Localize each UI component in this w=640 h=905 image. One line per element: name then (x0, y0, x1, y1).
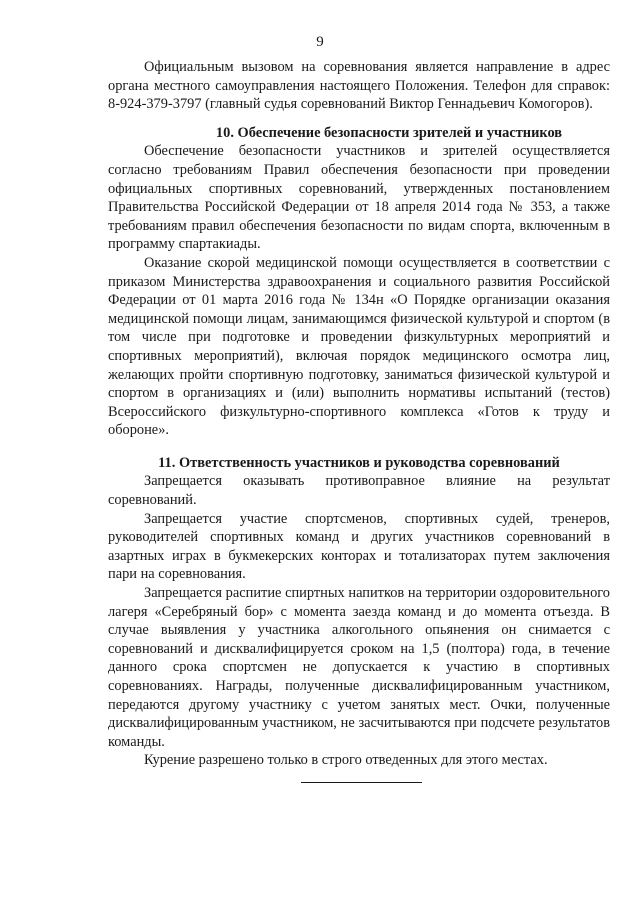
section-11-paragraph: Запрещается участие спортсменов, спортивных судей, тренеров, руководителей спортивных команд и других участников соревнований в азартных играх в букмекерских конторах и тотализаторах путем заключения пари на соревнования. (108, 510, 610, 583)
section-10-paragraph: Оказание скорой медицинской помощи осуществляется в соответствии с приказом Министерства здравоохранения и социального развития Российской Федерации от 01 марта 2016 года № 134н «О Порядке организации оказания медицинской помощи лицам, занимающимся физической культурой и спортом (в том числе при подготовке и проведении физкультурных мероприятий и спортивных мероприятий), включая порядок медицинского осмотра лиц, желающих пройти спортивную подготовку, заниматься физической культурой и спортом в организациях и (или) выполнить нормативы испытаний (тестов) Всероссийского физкультурно-спортивного комплекса «Готов к труду и обороне». (108, 254, 610, 439)
section-11-paragraph: Запрещается распитие спиртных напитков на территории оздоровительного лагеря «Серебряный бор» с момента заезда команд и до момента отъезда. В случае выявления у участника алкогольного опьянения он снимается с соревнований и дисквалифицируется сроком на 1,5 (полтора) года, в течение данного срока спортсмен не допускается к участию в спортивных соревнованиях. Награды, полученные дисквалифицированным участником, передаются другому участнику с учетом занятых мест. Очки, полученные дисквалифицированным участником, не засчитываются при подсчете результатов команды. (108, 585, 610, 750)
closing-rule (301, 782, 422, 783)
section-10-paragraph: Обеспечение безопасности участников и зрителей осуществляется согласно требованиям Правил обеспечения безопасности при проведении официальных спортивных соревнований, утвержденных постановлением Правительства Российской Федерации от 18 апреля 2014 года № 353, а также требованиям правил обеспечения безопасности по видам спорта, включенным в программу спартакиады. (108, 143, 610, 253)
section-11-paragraph: Курение разрешено только в строго отведенных для этого местах. (144, 752, 548, 769)
document-body (108, 58, 610, 770)
section-10-heading: 10. Обеспечение безопасности зрителей и участников (215, 124, 563, 141)
intro-paragraph: Официальным вызовом на соревнования является направление в адрес органа местного самоуправления настоящего Положения. Телефон для справок: 8-924-379-3797 (главный судья соревнований Виктор Геннадьевич Комогоров). (108, 59, 610, 113)
section-11-paragraph: Запрещается оказывать противоправное влияние на результат соревнований. (108, 473, 610, 509)
page-number: 9 (316, 34, 324, 50)
section-11-heading: 11. Ответственность участников и руководства соревнований (158, 454, 560, 471)
